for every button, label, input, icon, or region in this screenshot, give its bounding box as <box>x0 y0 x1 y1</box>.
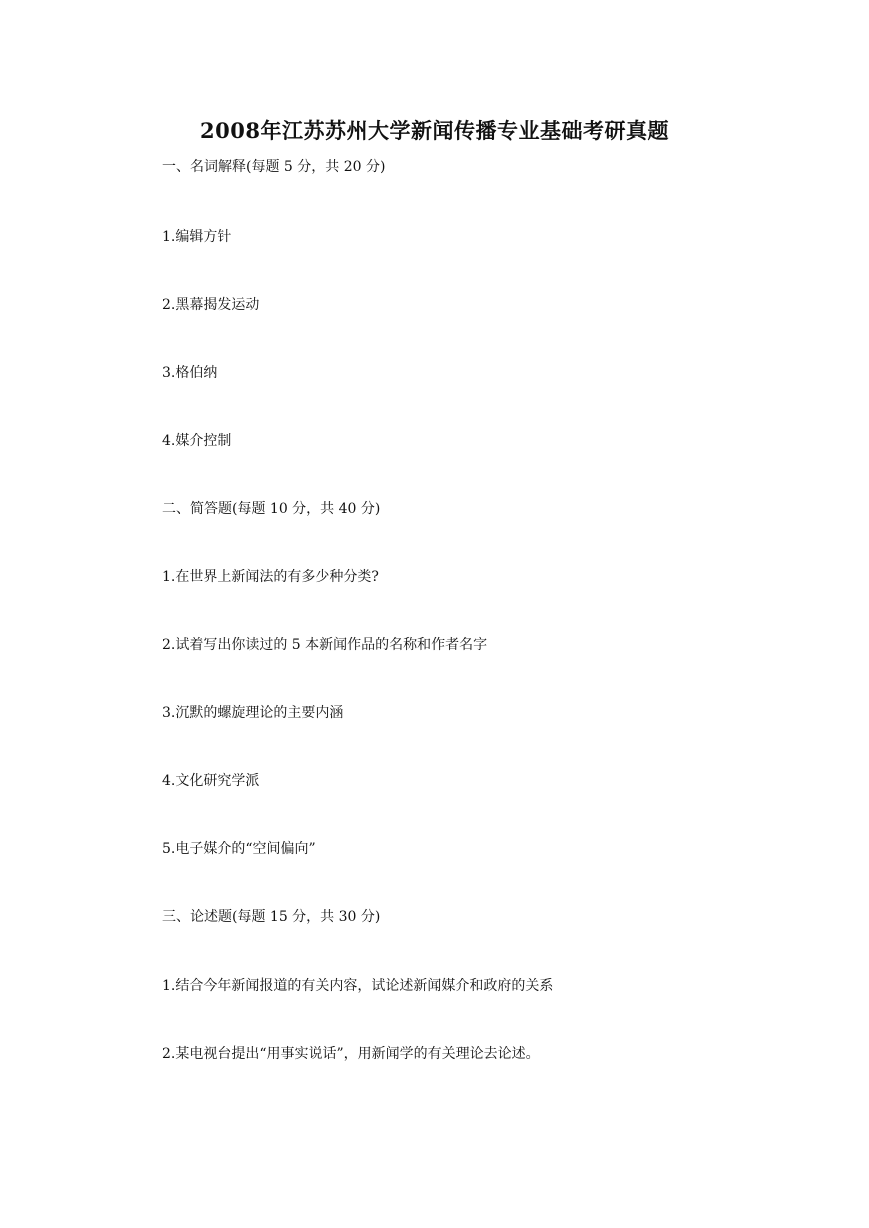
question-item: 3.沉默的螺旋理论的主要内涵 <box>162 705 344 721</box>
question-item: 4.文化研究学派 <box>162 773 260 789</box>
question-item: 2.某电视台提出“用事实说话”，用新闻学的有关理论去论述。 <box>162 1046 540 1062</box>
question-item: 1.在世界上新闻法的有多少种分类? <box>162 569 379 585</box>
section-heading-essay: 三、论述题(每题 15 分，共 30 分) <box>162 909 381 925</box>
question-item: 1.编辑方针 <box>162 229 232 245</box>
question-item: 2.试着写出你读过的 5 本新闻作品的名称和作者名字 <box>162 637 488 653</box>
section-heading-short-answer: 二、简答题(每题 10 分，共 40 分) <box>162 501 381 517</box>
question-item: 1.结合今年新闻报道的有关内容，试论述新闻媒介和政府的关系 <box>162 978 554 994</box>
question-item: 4.媒介控制 <box>162 433 232 449</box>
document-title: 2008年江苏苏州大学新闻传播专业基础考研真题 <box>200 118 669 143</box>
question-item: 5.电子媒介的“空间偏向” <box>162 841 316 857</box>
question-item: 2.黑幕揭发运动 <box>162 297 260 313</box>
section-heading-terms: 一、名词解释(每题 5 分，共 20 分) <box>162 159 386 175</box>
question-item: 3.格伯纳 <box>162 365 218 381</box>
